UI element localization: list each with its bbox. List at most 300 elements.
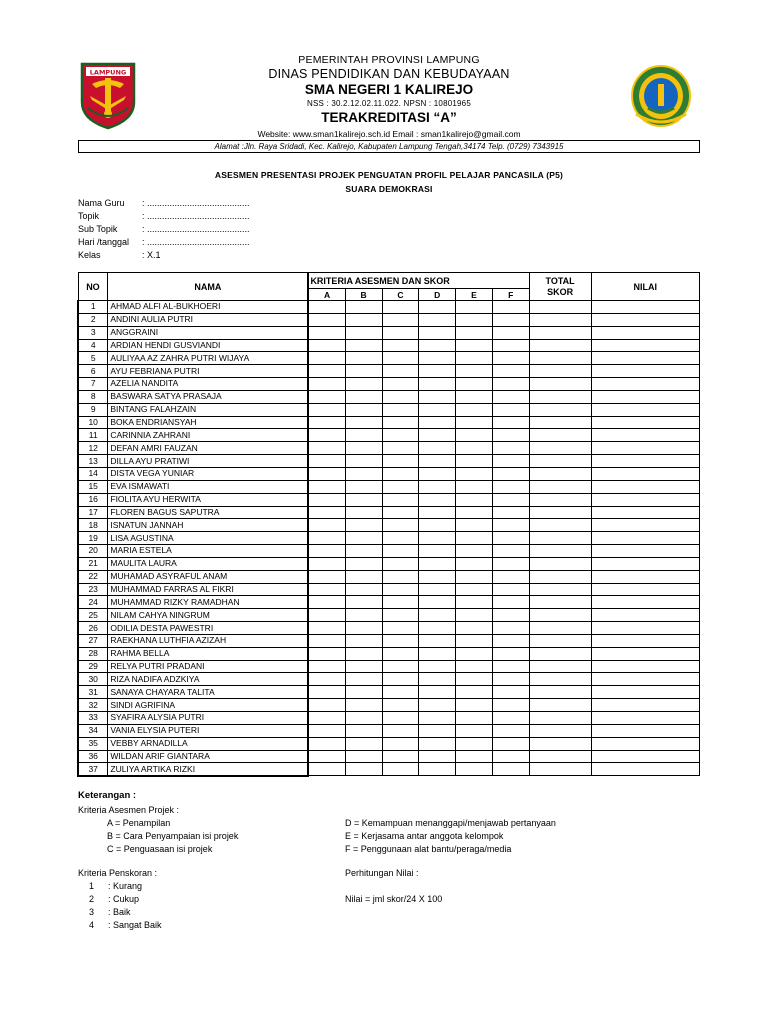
score-cell[interactable] xyxy=(382,712,419,725)
total-cell[interactable] xyxy=(529,596,591,609)
score-cell[interactable] xyxy=(456,519,493,532)
score-cell[interactable] xyxy=(345,545,382,558)
score-cell[interactable] xyxy=(419,416,456,429)
total-cell[interactable] xyxy=(529,545,591,558)
score-cell[interactable] xyxy=(382,686,419,699)
score-cell[interactable] xyxy=(492,467,529,480)
score-cell[interactable] xyxy=(492,634,529,647)
total-cell[interactable] xyxy=(529,467,591,480)
nilai-cell[interactable] xyxy=(591,378,699,391)
score-cell[interactable] xyxy=(492,429,529,442)
score-cell[interactable] xyxy=(419,622,456,635)
score-cell[interactable] xyxy=(492,724,529,737)
score-cell[interactable] xyxy=(308,339,345,352)
score-cell[interactable] xyxy=(382,596,419,609)
score-cell[interactable] xyxy=(382,326,419,339)
score-cell[interactable] xyxy=(456,467,493,480)
score-cell[interactable] xyxy=(345,686,382,699)
score-cell[interactable] xyxy=(382,750,419,763)
total-cell[interactable] xyxy=(529,506,591,519)
score-cell[interactable] xyxy=(345,506,382,519)
score-cell[interactable] xyxy=(382,301,419,314)
nilai-cell[interactable] xyxy=(591,519,699,532)
score-cell[interactable] xyxy=(419,609,456,622)
score-cell[interactable] xyxy=(419,506,456,519)
nilai-cell[interactable] xyxy=(591,545,699,558)
student-name: RAEKHANA LUTHFIA AZIZAH xyxy=(108,634,309,647)
score-cell[interactable] xyxy=(456,416,493,429)
nilai-cell[interactable] xyxy=(591,660,699,673)
score-cell[interactable] xyxy=(456,686,493,699)
score-cell[interactable] xyxy=(382,622,419,635)
score-cell[interactable] xyxy=(382,724,419,737)
score-cell[interactable] xyxy=(345,622,382,635)
total-cell[interactable] xyxy=(529,326,591,339)
score-cell[interactable] xyxy=(419,352,456,365)
score-cell[interactable] xyxy=(345,519,382,532)
total-cell[interactable] xyxy=(529,634,591,647)
score-cell[interactable] xyxy=(492,326,529,339)
nilai-cell[interactable] xyxy=(591,647,699,660)
score-cell[interactable] xyxy=(308,455,345,468)
nilai-cell[interactable] xyxy=(591,763,699,776)
student-name: ANDINI AULIA PUTRI xyxy=(108,313,309,326)
row-number: 26 xyxy=(78,622,108,635)
score-cell[interactable] xyxy=(419,493,456,506)
score-cell[interactable] xyxy=(419,301,456,314)
score-cell[interactable] xyxy=(308,750,345,763)
score-cell[interactable] xyxy=(345,763,382,776)
score-cell[interactable] xyxy=(492,673,529,686)
score-cell[interactable] xyxy=(345,532,382,545)
score-cell[interactable] xyxy=(456,609,493,622)
score-cell[interactable] xyxy=(492,378,529,391)
total-cell[interactable] xyxy=(529,455,591,468)
score-cell[interactable] xyxy=(382,480,419,493)
score-cell[interactable] xyxy=(492,699,529,712)
score-cell[interactable] xyxy=(456,339,493,352)
score-cell[interactable] xyxy=(492,455,529,468)
nilai-cell[interactable] xyxy=(591,750,699,763)
score-cell[interactable] xyxy=(308,352,345,365)
score-cell[interactable] xyxy=(492,712,529,725)
score-cell[interactable] xyxy=(308,686,345,699)
score-cell[interactable] xyxy=(456,378,493,391)
score-cell[interactable] xyxy=(456,403,493,416)
score-cell[interactable] xyxy=(345,712,382,725)
score-cell[interactable] xyxy=(419,467,456,480)
score-cell[interactable] xyxy=(456,622,493,635)
score-cell[interactable] xyxy=(345,737,382,750)
score-cell[interactable] xyxy=(419,763,456,776)
nilai-cell[interactable] xyxy=(591,390,699,403)
total-cell[interactable] xyxy=(529,442,591,455)
score-cell[interactable] xyxy=(308,326,345,339)
score-cell[interactable] xyxy=(492,609,529,622)
score-cell[interactable] xyxy=(308,724,345,737)
score-cell[interactable] xyxy=(492,519,529,532)
score-cell[interactable] xyxy=(419,545,456,558)
score-cell[interactable] xyxy=(492,622,529,635)
score-cell[interactable] xyxy=(382,365,419,378)
score-cell[interactable] xyxy=(308,699,345,712)
nilai-cell[interactable] xyxy=(591,442,699,455)
score-cell[interactable] xyxy=(492,480,529,493)
nilai-cell[interactable] xyxy=(591,301,699,314)
score-cell[interactable] xyxy=(345,313,382,326)
score-cell[interactable] xyxy=(456,545,493,558)
total-cell[interactable] xyxy=(529,647,591,660)
score-cell[interactable] xyxy=(345,493,382,506)
score-cell[interactable] xyxy=(456,493,493,506)
total-cell[interactable] xyxy=(529,660,591,673)
score-cell[interactable] xyxy=(492,365,529,378)
score-cell[interactable] xyxy=(382,352,419,365)
score-cell[interactable] xyxy=(308,712,345,725)
nilai-cell[interactable] xyxy=(591,583,699,596)
score-cell[interactable] xyxy=(308,313,345,326)
score-cell[interactable] xyxy=(492,750,529,763)
score-cell[interactable] xyxy=(382,416,419,429)
score-cell[interactable] xyxy=(345,570,382,583)
score-cell[interactable] xyxy=(456,647,493,660)
score-cell[interactable] xyxy=(308,647,345,660)
score-cell[interactable] xyxy=(382,378,419,391)
score-cell[interactable] xyxy=(382,493,419,506)
score-cell[interactable] xyxy=(382,737,419,750)
nilai-cell[interactable] xyxy=(591,596,699,609)
nilai-cell[interactable] xyxy=(591,467,699,480)
score-cell[interactable] xyxy=(382,634,419,647)
score-cell[interactable] xyxy=(492,647,529,660)
score-cell[interactable] xyxy=(419,455,456,468)
nilai-cell[interactable] xyxy=(591,480,699,493)
score-cell[interactable] xyxy=(456,737,493,750)
score-cell[interactable] xyxy=(419,403,456,416)
total-cell[interactable] xyxy=(529,365,591,378)
score-cell[interactable] xyxy=(382,583,419,596)
score-cell[interactable] xyxy=(345,634,382,647)
score-cell[interactable] xyxy=(419,712,456,725)
score-cell[interactable] xyxy=(492,532,529,545)
total-cell[interactable] xyxy=(529,557,591,570)
score-cell[interactable] xyxy=(308,390,345,403)
score-cell[interactable] xyxy=(456,442,493,455)
nilai-cell[interactable] xyxy=(591,493,699,506)
score-cell[interactable] xyxy=(492,583,529,596)
score-cell[interactable] xyxy=(492,493,529,506)
score-cell[interactable] xyxy=(345,429,382,442)
score-cell[interactable] xyxy=(345,442,382,455)
nilai-cell[interactable] xyxy=(591,673,699,686)
score-cell[interactable] xyxy=(308,301,345,314)
score-cell[interactable] xyxy=(419,750,456,763)
score-cell[interactable] xyxy=(308,403,345,416)
score-cell[interactable] xyxy=(456,763,493,776)
total-cell[interactable] xyxy=(529,724,591,737)
score-cell[interactable] xyxy=(308,442,345,455)
score-cell[interactable] xyxy=(456,429,493,442)
score-cell[interactable] xyxy=(492,737,529,750)
score-cell[interactable] xyxy=(345,699,382,712)
nilai-cell[interactable] xyxy=(591,455,699,468)
nilai-cell[interactable] xyxy=(591,557,699,570)
score-cell[interactable] xyxy=(345,455,382,468)
score-cell[interactable] xyxy=(345,326,382,339)
score-cell[interactable] xyxy=(308,480,345,493)
score-cell[interactable] xyxy=(456,583,493,596)
score-cell[interactable] xyxy=(345,724,382,737)
nilai-cell[interactable] xyxy=(591,622,699,635)
score-cell[interactable] xyxy=(345,596,382,609)
score-cell[interactable] xyxy=(308,532,345,545)
score-cell[interactable] xyxy=(419,326,456,339)
score-cell[interactable] xyxy=(419,429,456,442)
score-cell[interactable] xyxy=(382,339,419,352)
score-cell[interactable] xyxy=(419,390,456,403)
score-cell[interactable] xyxy=(456,313,493,326)
nilai-cell[interactable] xyxy=(591,570,699,583)
score-cell[interactable] xyxy=(419,532,456,545)
score-cell[interactable] xyxy=(345,467,382,480)
score-cell[interactable] xyxy=(308,493,345,506)
score-cell[interactable] xyxy=(345,378,382,391)
score-cell[interactable] xyxy=(419,313,456,326)
total-cell[interactable] xyxy=(529,622,591,635)
score-cell[interactable] xyxy=(382,519,419,532)
score-cell[interactable] xyxy=(308,673,345,686)
score-cell[interactable] xyxy=(345,750,382,763)
score-cell[interactable] xyxy=(382,570,419,583)
total-cell[interactable] xyxy=(529,609,591,622)
score-cell[interactable] xyxy=(456,750,493,763)
nilai-cell[interactable] xyxy=(591,416,699,429)
score-cell[interactable] xyxy=(492,339,529,352)
score-cell[interactable] xyxy=(382,609,419,622)
total-cell[interactable] xyxy=(529,763,591,776)
nilai-cell[interactable] xyxy=(591,326,699,339)
score-cell[interactable] xyxy=(308,596,345,609)
score-cell[interactable] xyxy=(308,557,345,570)
score-cell[interactable] xyxy=(492,313,529,326)
total-cell[interactable] xyxy=(529,712,591,725)
score-cell[interactable] xyxy=(308,763,345,776)
total-cell[interactable] xyxy=(529,583,591,596)
score-cell[interactable] xyxy=(492,570,529,583)
score-cell[interactable] xyxy=(456,570,493,583)
score-cell[interactable] xyxy=(492,545,529,558)
score-cell[interactable] xyxy=(419,647,456,660)
score-cell[interactable] xyxy=(419,634,456,647)
total-cell[interactable] xyxy=(529,750,591,763)
score-cell[interactable] xyxy=(419,570,456,583)
score-cell[interactable] xyxy=(492,442,529,455)
score-cell[interactable] xyxy=(456,326,493,339)
total-cell[interactable] xyxy=(529,378,591,391)
score-cell[interactable] xyxy=(456,699,493,712)
nilai-cell[interactable] xyxy=(591,365,699,378)
score-cell[interactable] xyxy=(382,467,419,480)
score-cell[interactable] xyxy=(345,365,382,378)
score-cell[interactable] xyxy=(419,519,456,532)
score-cell[interactable] xyxy=(419,365,456,378)
score-cell[interactable] xyxy=(419,660,456,673)
score-cell[interactable] xyxy=(382,506,419,519)
score-cell[interactable] xyxy=(419,699,456,712)
score-cell[interactable] xyxy=(456,660,493,673)
total-cell[interactable] xyxy=(529,339,591,352)
total-cell[interactable] xyxy=(529,416,591,429)
score-cell[interactable] xyxy=(456,596,493,609)
score-cell[interactable] xyxy=(382,660,419,673)
score-cell[interactable] xyxy=(308,609,345,622)
nilai-cell[interactable] xyxy=(591,712,699,725)
score-cell[interactable] xyxy=(345,673,382,686)
score-cell[interactable] xyxy=(492,352,529,365)
score-cell[interactable] xyxy=(345,352,382,365)
score-cell[interactable] xyxy=(492,390,529,403)
total-cell[interactable] xyxy=(529,352,591,365)
row-number: 16 xyxy=(78,493,108,506)
score-cell[interactable] xyxy=(382,403,419,416)
score-cell[interactable] xyxy=(382,557,419,570)
score-cell[interactable] xyxy=(492,416,529,429)
total-cell[interactable] xyxy=(529,570,591,583)
score-cell[interactable] xyxy=(345,390,382,403)
score-cell[interactable] xyxy=(345,583,382,596)
score-cell[interactable] xyxy=(492,301,529,314)
score-cell[interactable] xyxy=(419,480,456,493)
score-cell[interactable] xyxy=(382,532,419,545)
score-cell[interactable] xyxy=(456,724,493,737)
nilai-cell[interactable] xyxy=(591,429,699,442)
score-cell[interactable] xyxy=(456,301,493,314)
total-cell[interactable] xyxy=(529,403,591,416)
score-cell[interactable] xyxy=(456,390,493,403)
score-cell[interactable] xyxy=(456,634,493,647)
score-cell[interactable] xyxy=(419,557,456,570)
score-cell[interactable] xyxy=(308,429,345,442)
nilai-cell[interactable] xyxy=(591,724,699,737)
score-cell[interactable] xyxy=(456,455,493,468)
score-cell[interactable] xyxy=(382,442,419,455)
score-cell[interactable] xyxy=(382,313,419,326)
total-cell[interactable] xyxy=(529,737,591,750)
nilai-cell[interactable] xyxy=(591,532,699,545)
score-cell[interactable] xyxy=(308,467,345,480)
nilai-cell[interactable] xyxy=(591,352,699,365)
score-cell[interactable] xyxy=(345,660,382,673)
total-cell[interactable] xyxy=(529,390,591,403)
score-cell[interactable] xyxy=(382,455,419,468)
score-cell[interactable] xyxy=(492,660,529,673)
score-cell[interactable] xyxy=(382,763,419,776)
score-cell[interactable] xyxy=(345,339,382,352)
score-cell[interactable] xyxy=(345,480,382,493)
score-cell[interactable] xyxy=(308,519,345,532)
score-cell[interactable] xyxy=(308,737,345,750)
score-cell[interactable] xyxy=(419,596,456,609)
nilai-cell[interactable] xyxy=(591,634,699,647)
score-cell[interactable] xyxy=(382,647,419,660)
score-cell[interactable] xyxy=(345,609,382,622)
score-cell[interactable] xyxy=(345,416,382,429)
score-cell[interactable] xyxy=(419,673,456,686)
score-cell[interactable] xyxy=(308,365,345,378)
score-cell[interactable] xyxy=(345,647,382,660)
score-cell[interactable] xyxy=(456,532,493,545)
score-cell[interactable] xyxy=(419,737,456,750)
score-cell[interactable] xyxy=(308,416,345,429)
score-cell[interactable] xyxy=(492,763,529,776)
nilai-cell[interactable] xyxy=(591,737,699,750)
score-cell[interactable] xyxy=(492,596,529,609)
total-cell[interactable] xyxy=(529,699,591,712)
score-cell[interactable] xyxy=(308,506,345,519)
score-cell[interactable] xyxy=(382,545,419,558)
total-cell[interactable] xyxy=(529,493,591,506)
score-cell[interactable] xyxy=(308,545,345,558)
total-cell[interactable] xyxy=(529,519,591,532)
score-cell[interactable] xyxy=(492,686,529,699)
score-cell[interactable] xyxy=(419,442,456,455)
nilai-cell[interactable] xyxy=(591,609,699,622)
total-cell[interactable] xyxy=(529,673,591,686)
score-cell[interactable] xyxy=(419,724,456,737)
nilai-cell[interactable] xyxy=(591,506,699,519)
score-cell[interactable] xyxy=(308,622,345,635)
total-cell[interactable] xyxy=(529,313,591,326)
score-cell[interactable] xyxy=(419,686,456,699)
score-cell[interactable] xyxy=(345,301,382,314)
nilai-cell[interactable] xyxy=(591,686,699,699)
score-cell[interactable] xyxy=(456,480,493,493)
score-cell[interactable] xyxy=(382,390,419,403)
score-cell[interactable] xyxy=(308,660,345,673)
total-cell[interactable] xyxy=(529,301,591,314)
total-cell[interactable] xyxy=(529,429,591,442)
score-cell[interactable] xyxy=(345,403,382,416)
nilai-cell[interactable] xyxy=(591,403,699,416)
score-cell[interactable] xyxy=(492,403,529,416)
score-cell[interactable] xyxy=(456,506,493,519)
score-cell[interactable] xyxy=(419,378,456,391)
score-cell[interactable] xyxy=(308,583,345,596)
score-cell[interactable] xyxy=(419,339,456,352)
score-cell[interactable] xyxy=(308,378,345,391)
score-cell[interactable] xyxy=(456,352,493,365)
score-cell[interactable] xyxy=(456,557,493,570)
score-cell[interactable] xyxy=(492,557,529,570)
score-cell[interactable] xyxy=(382,429,419,442)
score-cell[interactable] xyxy=(308,634,345,647)
total-cell[interactable] xyxy=(529,686,591,699)
score-cell[interactable] xyxy=(382,699,419,712)
score-cell[interactable] xyxy=(419,583,456,596)
score-cell[interactable] xyxy=(456,712,493,725)
nilai-cell[interactable] xyxy=(591,699,699,712)
nilai-cell[interactable] xyxy=(591,313,699,326)
nilai-cell[interactable] xyxy=(591,339,699,352)
total-cell[interactable] xyxy=(529,532,591,545)
total-cell[interactable] xyxy=(529,480,591,493)
score-cell[interactable] xyxy=(456,365,493,378)
score-cell[interactable] xyxy=(382,673,419,686)
score-cell[interactable] xyxy=(345,557,382,570)
score-cell[interactable] xyxy=(456,673,493,686)
score-cell[interactable] xyxy=(492,506,529,519)
score-cell[interactable] xyxy=(308,570,345,583)
